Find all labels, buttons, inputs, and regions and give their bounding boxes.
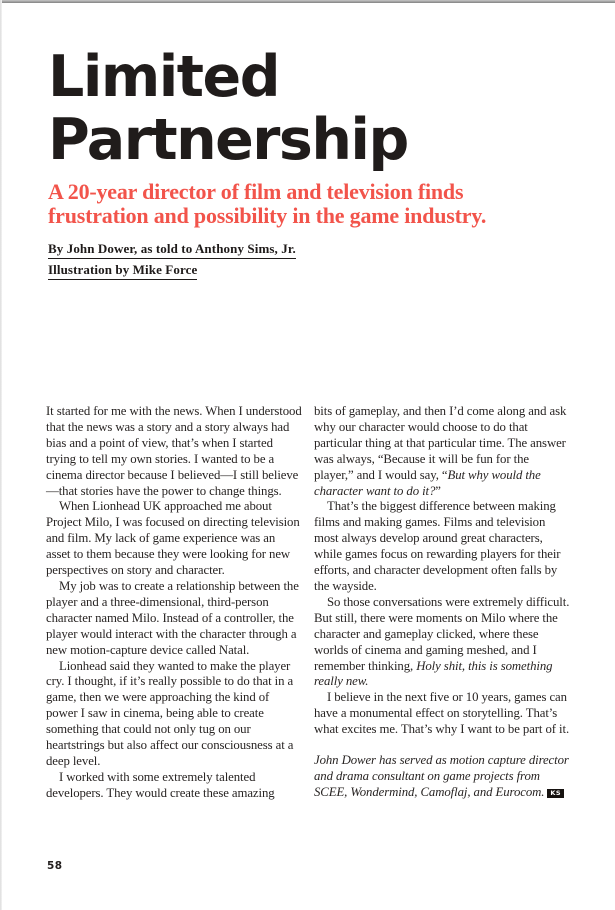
body-paragraph [46,499,302,579]
text-run: bits of gameplay, and then I’d come along and ask why our character would choose to do that particular thing at that particular time. The answer was always, “Because it will be fun for the player,” and I would say, “ [314,404,567,482]
byline: By John Dower, as told to Anthony Sims, Jr. [48,242,296,259]
body-paragraph [314,499,570,594]
text-run: Lionhead said they wanted to make the player cry. I thought, if it’s really possible to do that in a game, then we were approaching the kind of power I saw in cinema, being able to create something that could not only tug on our heartstrings but also affect our consciousness at a deep level. [46,658,294,768]
byline-block [48,242,296,284]
article-title-line-1: Limited [48,44,279,110]
text-run: My job was to create a relationship between the player and a three-dimensional, third-person character named Milo. Instead of a controller, the player would interact with the character through a new motion-capture device called Natal. [46,578,299,657]
article-deck [48,180,486,227]
text-run: I believe in the next five or 10 years, games can have a monumental effect on storytelling. That’s what excites me. That’s why I want to be part of it. [314,690,570,737]
text-run: I worked with some extremely talented developers. They would create these amazing [46,769,275,800]
body-paragraph [46,404,302,499]
article-deck-line-1: A 20-year director of film and television finds [48,179,464,204]
body-paragraph [314,404,570,499]
body-paragraph [46,659,302,770]
bio-paragraph [314,753,570,801]
page-number: 58 [47,860,63,872]
italic-run: John Dower has served as motion capture director and drama consultant on game projects from SCEE, Wondermind, Camoflaj, and Eurocom. [314,753,569,799]
illustration-credit: Illustration by Mike Force [48,263,197,280]
text-run: ” [435,483,441,498]
page-edge-left [0,0,2,910]
text-run: So those conversations were extremely difficult. But still, there were moments on Milo where the character and gameplay clicked, where these worlds of cinema and gaming meshed, and I remember thinking, [314,594,570,673]
italic-run: Holy shit, this is something really new. [314,658,553,689]
text-column-left [46,404,302,802]
page-edge-top [0,0,615,3]
text-run: It started for me with the news. When I understood that the news was a story and a story always had bias and a point of view, that’s when I started trying to tell my own stories. I wanted to be a cinema director because I believed—I still believe—that stories have the power to change things. [46,404,302,498]
article-title [48,46,408,172]
article-body [46,404,570,802]
body-paragraph [314,595,570,690]
body-paragraph [46,770,302,802]
article-deck-line-2: frustration and possibility in the game industry. [48,202,487,228]
end-mark-icon: KS [547,789,564,799]
body-paragraph [314,690,570,738]
text-column-right [314,404,570,802]
italic-run: But why would the character want to do it? [314,467,541,498]
body-paragraph [46,579,302,659]
text-run: When Lionhead UK approached me about Project Milo, I was focused on directing television and film. My lack of game experience was an asset to them because they were looking for new perspectives on story and character. [46,499,300,578]
article-title-line-2: Partnership [48,107,408,173]
text-run: That’s the biggest difference between making films and making games. Films and television most always develop around great characters, while games focus on rewarding players for their efforts, and character development often falls by the wayside. [314,499,561,593]
